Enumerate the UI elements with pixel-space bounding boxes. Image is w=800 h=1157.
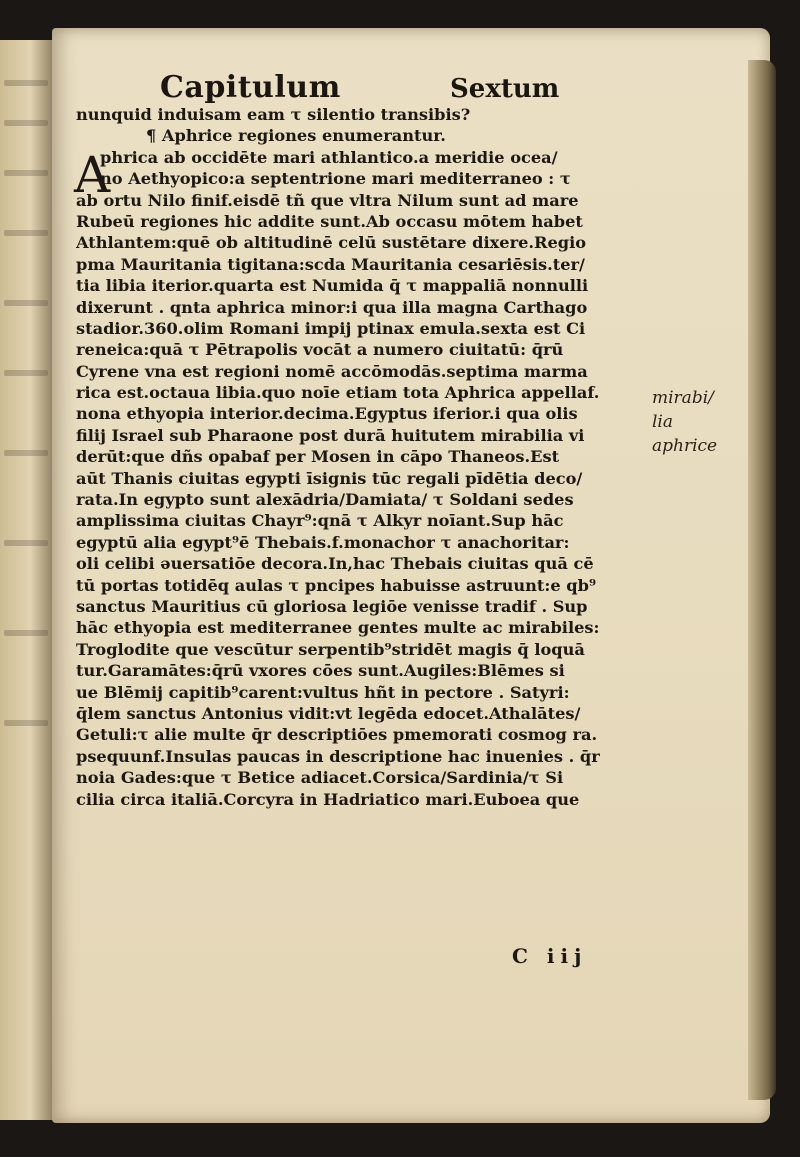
text-line: ab ortu Nilo finif.eisdē tñ que vltra Nilum sunt ad mare — [76, 190, 579, 210]
marginal-note-line: lia — [652, 412, 674, 432]
text-line: tū portas totidēq aulas τ pncipes habuisse astruunt:e qb⁹ — [76, 575, 597, 595]
text-line: filij Israel sub Pharaone post durā huitutem mirabilia vi — [76, 425, 585, 445]
text-line: stadior.360.olim Romani impij ptinax emula.sexta est Ci — [76, 318, 586, 338]
text-line: hāc ethyopia est mediterranee gentes multe ac mirabiles: — [76, 618, 600, 638]
signature-mark: C iij — [512, 944, 588, 968]
text-line: nona ethyopia interior.decima.Egyptus iferior.i qua olis — [76, 404, 578, 424]
text-line: Athlantem:quē ob altitudinē celū sustētare dixere.Regio — [76, 233, 587, 253]
text-line: Rubeū regiones hic addite sunt.Ab occasu mōtem habet — [76, 211, 583, 231]
body-text — [76, 104, 644, 810]
section-heading: ¶ Aphrice regiones enumerantur. — [146, 126, 446, 146]
text-line: psequunf.Insulas paucas in descriptione hac inuenies . q̄r — [76, 746, 600, 766]
text-line: ue Blēmij capitib⁹carent:vultus hñt in pectore . Satyri: — [76, 682, 570, 702]
text-line: oli celibi əuersatiōe decora.In,hac Thebais ciuitas quā cē — [76, 554, 594, 574]
marginal-note-line: aphrice — [652, 436, 718, 456]
text-line: amplissima ciuitas Chayr⁹:qnā τ Alkyr noīant.Sup hāc — [76, 511, 564, 531]
text-line: sanctus Mauritius cū gloriosa legiōe venisse tradif . Sup — [76, 596, 588, 616]
text-line: no Aethyopico:a septentrione mari mediterraneo : τ — [100, 169, 571, 189]
running-section: Sextum — [450, 74, 560, 104]
text-line: phrica ab occidēte mari athlantico.a meridie ocea/ — [100, 147, 558, 167]
text-line: Cyrene vna est regioni nomē accōmodās.septima marma — [76, 361, 588, 381]
marginal-note — [652, 386, 732, 458]
text-line: derūt:que dñs opabaf per Mosen in cāpo Thaneos.Est — [76, 447, 560, 467]
text-line: cilia circa italiā.Corcyra in Hadriatico mari.Euboea que — [76, 789, 580, 809]
text-line: rata.In egypto sunt alexādria/Damiata/ τ Soldani sedes — [76, 490, 574, 510]
marginal-note-line: mirabi/ — [652, 388, 714, 408]
text-line: egyptū alia egypt⁹ē Thebais.f.monachor τ anachoritar: — [76, 532, 570, 552]
text-line: nunquid induisam eam τ silentio transibis? — [76, 105, 471, 124]
text-line: Troglodite que vescūtur serpentib⁹stridēt magis q̄ loquā — [76, 639, 585, 659]
text-line: tia libia iterior.quarta est Numida q̄ τ mappaliā nonnulli — [76, 276, 589, 296]
drop-cap-initial: A — [74, 146, 111, 204]
text-line: tur.Garamātes:q̄rū vxores cōes sunt.Augiles:Blēmes si — [76, 661, 565, 681]
text-line: aūt Thanis ciuitas egypti īsignis tūc regali pīdētia deco/ — [76, 468, 583, 488]
text-line: pma Mauritania tigitana:scda Mauritania cesariēsis.ter/ — [76, 254, 585, 274]
text-line: dixerunt . qnta aphrica minor:i qua illa magna Carthago — [76, 297, 588, 317]
text-line: reneica:quā τ Pētrapolis vocāt a numero ciuitatū: q̄rū — [76, 340, 564, 360]
page-fore-edge — [748, 60, 776, 1100]
running-title: Capitulum — [160, 70, 341, 105]
text-line: Getuli:τ alie multe q̄r descriptiōes pmemorati cosmog ra. — [76, 725, 598, 745]
text-line: noia Gades:que τ Betice adiacet.Corsica/Sardinia/τ Si — [76, 768, 564, 788]
text-line: q̄lem sanctus Antonius vidit:vt legēda edocet.Athalātes/ — [76, 703, 581, 723]
adjacent-page-edge — [0, 40, 57, 1120]
text-line: rica est.octaua libia.quo noīe etiam tota Aphrica appellaf. — [76, 383, 600, 403]
